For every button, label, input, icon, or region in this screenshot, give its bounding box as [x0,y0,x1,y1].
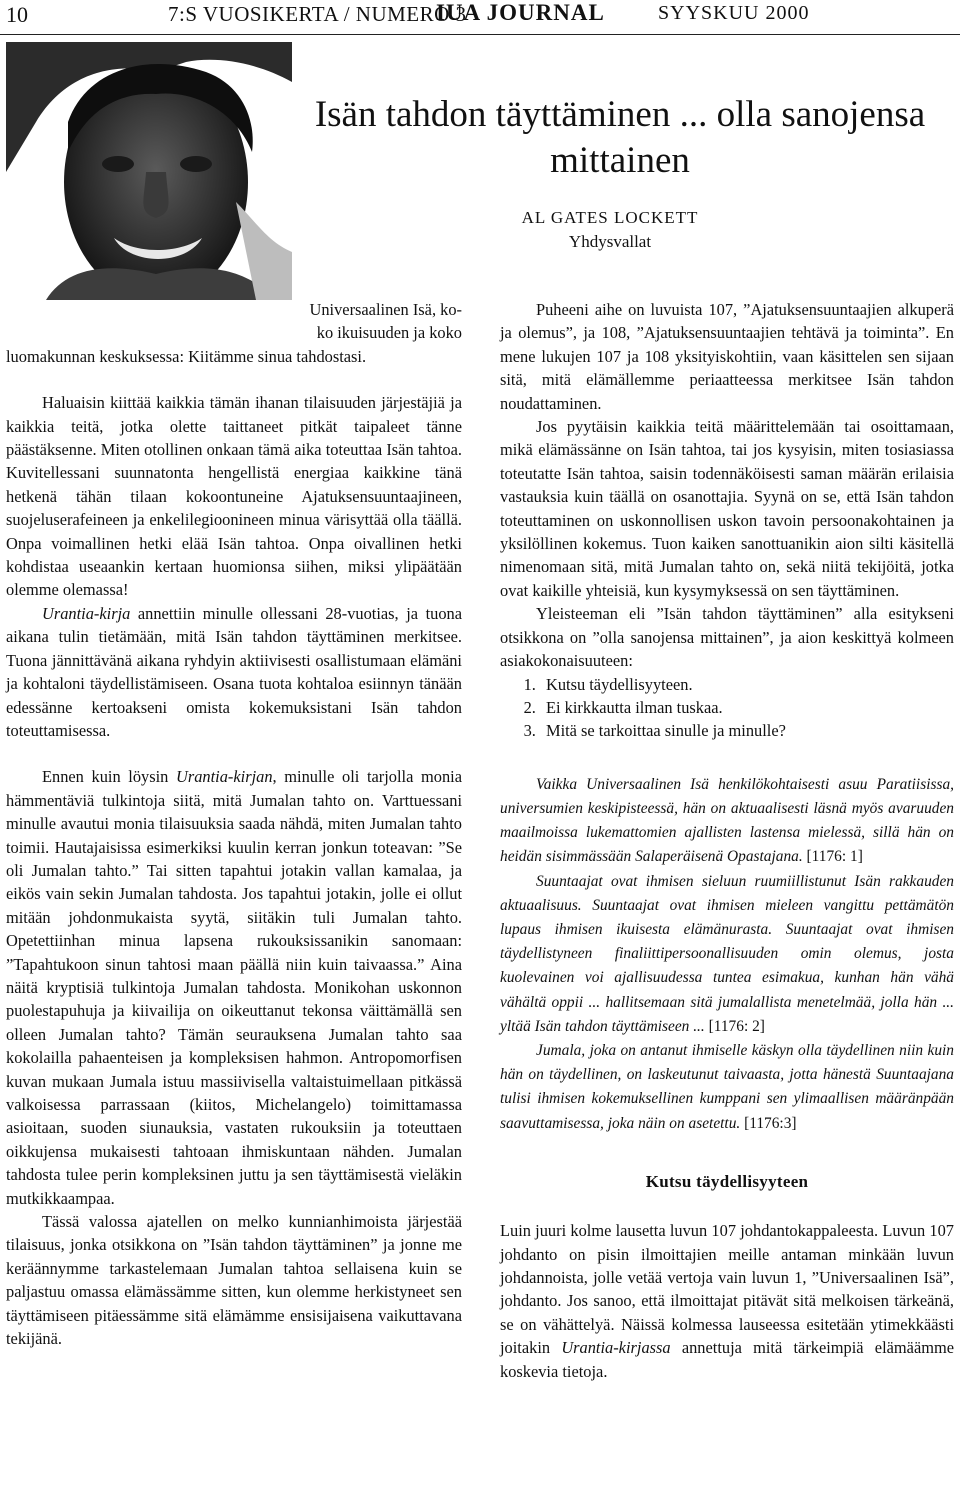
author-portrait [6,42,292,300]
paragraph-text: Ennen kuin löysin [42,767,177,787]
block-quote [500,870,954,1039]
opening-line-3: luomakunnan keskuksessa: Kiitämme sinua tahdostasi. [6,346,367,366]
journal-name: IUA JOURNAL [436,0,605,25]
quote-text: Jumala, joka on antanut ihmiselle käskyn olla täydellinen niin kuin hän on täydellinen, on laskeutunut taivaasta, jotta hänestä Suuntaajana tulisi ihmisen kokemuksellinen kumppani sen ylimaallisen määränpään saavuttamisessa, joka näin on asetettu. [500,1041,954,1132]
opening-line-1: Universaalinen Isä, ko- [309,300,462,319]
portrait-image [6,42,292,300]
author-name: AL GATES LOCKETT [521,208,699,227]
quote-text: Suuntaajat ovat ihmisen sieluun ruumiillistunut Isän rakkauden aktuaalisuus. Suuntaajat ovat ihmisen mieleen vangittu pettämätön lupaus ihmisen ikuisesta elämänurasta. Suuntaajat ovat ihmisen täydellistyneen finaliittipersoonallisuuden omin olemus, josta kuolevainen voi ajallisuudessa tuntea esimakua, kunhan hän vähä vähältä oppii ... hallitsemaan sitä jumalallista menetelmää, jolla hän ... yltää Isän tahdon täyttämiseen ... [500,872,954,1035]
section-heading: Kutsu täydellisyyteen [645,1171,809,1191]
paragraph [6,602,462,742]
quote-reference: [1176: 1] [802,848,863,866]
title-line-2: mittainen [550,140,690,181]
paragraph: Jos pyytäisin kaikkia teitä määrittelemään tai osoittamaan, mikä elämässänne on Isän tahtoa, tai jos kysyisin, miten tosiasiassa toteutatte Isän tahtoa, saisin todennäköisesti saman määrän erilaisia vastauksia kuin täällä on osanottajia. Syynä on se, että Isän tahdon toteuttaminen on uskonnollisen uskon tavoin persoonakohtainen ja yksilöllinen kokemus. Tuon kaiken sanottuanikin aion silti käsitellä nimenomaan sitä, mitä Jumalan tahto on, sekä niitä tekijöitä, jotka ovat kaikille yhteisiä, kun kysymyksessä on sen täyttäminen. [500,417,954,600]
quote-text: Vaikka Universaalinen Isä henkilökohtaisesti asuu Paratiisissa, universumien keskipisteessä, hän on aktuaalisesti läsnä myös avaruuden maailmoissa lukemattomien ajallisten lastensa mielessä, sillä hän on heidän sisimmässään Salaperäisenä Opastajana. [500,775,954,866]
paragraph [500,1219,954,1383]
book-title: Urantia-kirjan [176,767,273,787]
block-quote [500,1039,954,1136]
article-title [290,92,950,184]
paragraph-text: annettuja mitä tärkeimpiä elämäämme koskevia tietoja. [500,1338,954,1381]
author-country: Yhdysvallat [568,232,652,251]
paragraph-text: , minulle oli tarjolla monia hämmentäviä tulkintoja siitä, mitä Jumalan tahto on. Varttuessani minulle avautui monia tilaisuuksia saada nähdä, miten Jumalan tahto toimii. Hautajaisissa esimerkiksi kuulin kerran jonkun toteavan: ”Se oli Jumalan tahto.” Tai sitten tapahtui jotakin vallan kamalaa, ja eikös vain sekin Jumalan tahdosta. Jos tapahtui jotakin, jolle ei ollut mitään johdonmukaista syytä, siitäkin tuli Jumalan tahto. Opetettiinhan minua lapsena rukouksissanikin sanomaan: ”Tapahtukoon sinun tahtosi maan päällä niin kuin taivaassa.” Aina näitä kryptisiä tulkintoja Jumalan tahdosta. Monikohan uskonnon puolestapuhuja ja kiivailija on oikeuttanut tekonsa väittämällä sen olleen Jumalan tahto? Tämän seurauksena Jumalan tahto saa kokolailla pahaenteisen ja kompleksisen hahmon. Antropomorfisen kuvan mukaan Jumala istuu massiivisella valtaistuimellaan pitkässä valkoisessa parrassaan (kiitos, Michelangelo) toimittamassa asioitaan, suoden siunauksia, vastaten rukouksiin ja toteuttaen oikkujensa mukaisesti tahtoaan ihmiskuntaan nähden. Jumalan tahdosta tulee perin kompleksinen juttu ja sen täyttämisestä vieläkin mutkikkaampaa. [6,767,462,1208]
issue-date: SYYSKUU 2000 [658,2,810,24]
paragraph: Puheeni aihe on luvuista 107, ”Ajatuksensuuntaajien alkuperä ja olemus”, ja 108, ”Ajatuksensuuntaajien tehtävä ja toiminta”. En mene lukujen 107 ja 108 yksityiskohtiin, vaan käsittelen sen sijaan sitä, mitä elämällemme periaatteessa merkitsee Isän tahdon noudattaminen. [500,300,954,413]
title-line-1: Isän tahdon täyttäminen ... olla sanojensa [314,94,926,135]
topic-list [500,673,954,743]
left-column [6,298,462,1350]
book-title: Urantia-kirjassa [561,1338,671,1358]
paragraph: Haluaisin kiittää kaikkia tämän ihanan tilaisuuden järjestäjiä ja kaikkia teitä, jotka olette taittaneet pitkät taipaleet tänne päästäksenne. Miten otollinen onkaan tämä aika toteuttaa Isän tahtoa. Kuvitellessani suunnatonta hengellistä energiaa kaikkine tänä hetkenä tähän tilaan kokoontuneine Ajatuksensuuntaajineen, suojeluserafeineen ja enkelilegioonineen minua värisyttää olla täällä. Onpa voimallinen hetki elää Isän tahtoa. Onpa oivallinen hetki kohdistaa useaankin kertaan huomionsa siihen, miksi ylipäätään olemme olemassa! [6,393,462,600]
book-title: Urantia-kirja [42,603,131,623]
list-item: 2. Ei kirkkautta ilman tuskaa. [540,696,954,719]
right-column [500,298,954,1383]
block-quote [500,773,954,870]
quote-reference: [1176:3] [740,1114,797,1132]
list-item: 3. Mitä se tarkoittaa sinulle ja minulle? [540,719,954,742]
list-item: 1. Kutsu täydellisyyteen. [540,673,954,696]
issue-info: 7:S VUOSIKERTA / NUMERO 3 [168,2,467,26]
paragraph [6,765,462,1210]
paragraph-text: annettiin minulle ollessani 28-vuotias, ja tuona aikana tulin tietämään, mitä Isän tahdon täyttäminen merkitsee. Tuona jännittävänä aikana ryhdyin aktiivisesti osallistumaan elämäni ja kohtaloni täydellistämiseen. Osana tuota kohtaloa esiinnyn tänään edessänne kertoakseni omista kokemuksistani Isän tahdon toteuttamisessa. [6,603,462,740]
opening-line-2: ko ikuisuuden ja koko [316,323,462,343]
paragraph-text: Luin juuri kolme lausetta luvun 107 johdantokappaleesta. Luvun 107 johdanto on pisin ilmoittajien meille antaman minkään luvun johdannoista, jolle vetää vertoja vain luvun 1, ”Universaalinen Isä”, johdanto. Jos sanoo, että ilmoittajat pitävät sitä melkoisen tärkeänä, se on vähättelyä. Näissä kolmessa lauseessa esitetään ytimekkäästi joitakin [500,1221,954,1358]
quote-reference: [1176: 2] [704,1017,765,1035]
paragraph: Yleisteeman eli ”Isän tahdon täyttäminen” alla esitykseni otsikkona on ”olla sanojensa mittainen”, ja aion keskittyä kolmeen asiakokonaisuuteen: [500,604,954,671]
paragraph: Tässä valossa ajatellen on melko kunnianhimoista järjestää tilaisuus, jonka otsikkona on ”Isän tahdon täyttäminen” ja jonne me keräännymme tarkastelemaan Jumalan tahtoa sellaisena kuin se paljastuu omassa elämässämme sitten, kun olemme herkistyneet sen täyttämiseen pitäessämme sitä elämämme ensisijaisena vaikuttavana tekijänä. [6,1212,462,1349]
page-header [0,0,960,35]
page-number: 10 [6,2,28,27]
